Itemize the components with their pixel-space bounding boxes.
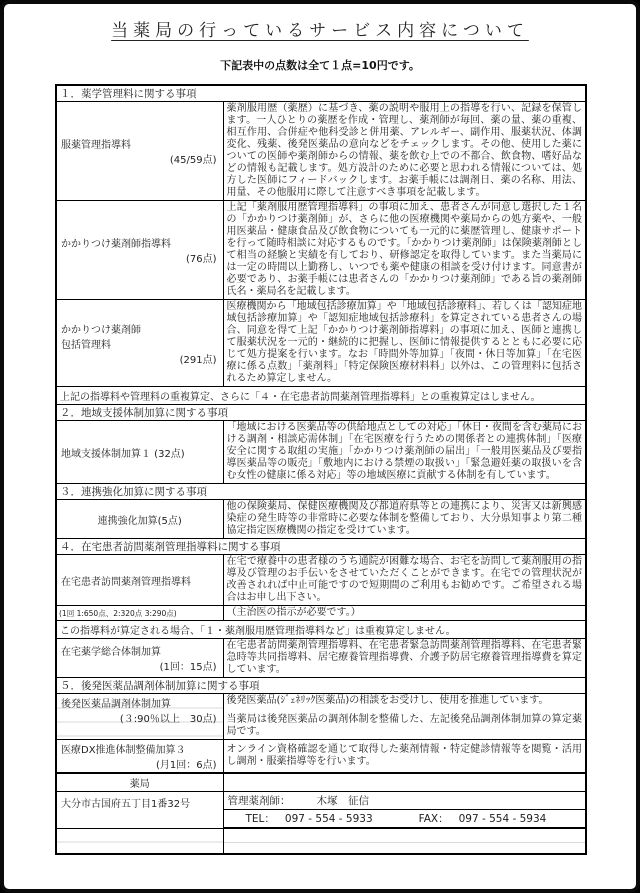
empty-cell	[223, 773, 586, 792]
table-row	[56, 421, 586, 484]
fee-description: 「地域における医薬品等の供給地点としての対応」「休日・夜間を含む薬局における調剤・相談応需体制」「在宅医療を行うための関係者との連携体制」「医療安全に関する取組の実施」「かかりつけ薬剤師の届出」「一般用医薬品及び要指導医薬品等の販売」「敷地内における禁煙の取扱い」「緊急避妊薬の取扱いを含む女性の健康に係る対応」等の地域医療に貢献する体制を有しています。	[223, 421, 586, 484]
fee-name: 後発医薬品調剤体制加算	[61, 699, 171, 710]
section4-header-row	[56, 539, 586, 555]
section2-header: ２．地域支援体制加算に関する事項	[56, 405, 586, 421]
table-row	[56, 740, 586, 774]
table-row	[56, 102, 586, 201]
services-table	[55, 84, 587, 855]
fee-name: かかりつけ薬剤師	[61, 324, 141, 336]
fee-description	[223, 694, 586, 740]
table-row	[56, 694, 586, 740]
tel-fax-cell	[223, 810, 586, 829]
fee-name: 在宅薬学総合体制加算	[61, 647, 161, 658]
table-row	[56, 555, 586, 606]
section1-header-row	[56, 85, 586, 102]
fee-name: 医療DX推進体制整備加算３	[61, 745, 186, 756]
fee-description: 医療機関から「地域包括診療加算」や「地域包括診療料」、若しくは「認知症地域包括診療加算」や「認知症地域包括診療科」を算定されている患者さんの場合、同意を得て上記「かかりつけ薬剤師指導料」の事項に加え、医師と連携して服薬状況を一元的・継続的に把握し、医師に情報提供するとともに必要に応じて処方提案を行います。なお「時間外等加算」「夜間・休日等加算」「在宅医療に係る点数」「薬剤料」「特定保険医療材料料」以外は、この管理料に包括されるため算定しません。	[223, 300, 586, 387]
section4-header: ４．在宅患者訪問薬剤管理指導料に関する事項	[56, 539, 586, 555]
fax-number: 097 - 554 - 5934	[458, 812, 547, 825]
dx-label-cell	[56, 740, 223, 774]
dispensing-system-text: 当薬局は後発医薬品の調剤体制を整備した、左記後発品調剤体制加算の算定薬局です。	[226, 714, 582, 737]
tel-number: 097 - 554 - 5933	[284, 812, 373, 825]
address-manager-row	[56, 792, 586, 810]
fee-points: (月1回：6点)	[155, 760, 217, 771]
generic-consult-text: 後発医薬品(ｼﾞｪﾈﾘｯｸ医薬品)の相談をお受けし、使用を推進しています。	[226, 695, 549, 706]
duplication-note-row	[56, 621, 586, 639]
table-row	[56, 500, 586, 539]
section3-header-row	[56, 484, 586, 500]
section5-header: ５．後発医薬品調剤体制加算に関する事項	[56, 678, 586, 694]
fee-description: 薬剤服用歴（薬歴）に基づき、薬の説明や服用上の指導を行い、記録を保管します。一人ひとりの薬歴を作成・管理し、薬剤師が毎回、薬の量、薬の重複、相互作用、合併症や他科受診と併用薬、アレルギー、副作用、服薬状況、体調変化、残薬、後発医薬品の意向などをチェックします。その他、使用した薬についての医師や薬剤師からの情報、薬を飲む上での不都合、飲食物、嗜好品などの情報も記載します。処方設計のために必要と思われる情報については、処方した医師にフィードバックします。お薬手帳には調剤日、薬の名称、用法、用量、その他服用に際して注意すべき事項を記載します。	[223, 102, 586, 201]
table-subrow	[56, 606, 586, 621]
fee-name: 包括管理料	[61, 339, 111, 351]
section5-header-row	[56, 678, 586, 694]
fee-name: 地域支援体制加算１ (32点)	[61, 448, 185, 460]
points-note: 下記表中の点数は全て１点=10円です。	[220, 59, 420, 72]
doctor-order-note: （主治医の指示が必要です。）	[223, 606, 586, 621]
pharmacy-address: 大分市古国府五丁目1番32号	[56, 792, 223, 829]
pharmacy-label-row	[56, 773, 586, 792]
manager-name: 木塚 征信	[316, 795, 369, 807]
chiiki-shien-label-cell	[56, 421, 223, 484]
fee-description: 上記「薬剤服用歴管理指導料」の事項に加え、患者さんが同意し選択した１名の「かかりつけ薬剤師」が、さらに他の医療機関や薬局からの処方薬や、一般用医薬品・健康食品及び飲食物についても一元的に薬歴管理し、健康サポートを行って随時相談に対応するものです。「かかりつけ薬剤師」は保険薬剤師として相当の経験と実績を有しており、研修認定を取得しています。また当薬局には一定の時間以上勤務し、いつでも薬や健康の相談を受け付けます。同意書が必要であり、お薬手帳には患者さんの「かかりつけ薬剤師」である旨の薬剤師氏名・薬局名を記載します。	[223, 201, 586, 300]
section2-header-row	[56, 405, 586, 421]
section3-header: ３．連携強化加算に関する事項	[56, 484, 586, 500]
fee-points: (45/59点)	[169, 155, 217, 166]
fee-name: かかりつけ薬剤師指導料	[61, 239, 171, 250]
duplication-note-row	[56, 387, 586, 405]
fee-name: 服薬管理指導料	[61, 140, 131, 151]
visit-fee-points: (1回 1:650点、2:320点 3:290点)	[56, 606, 223, 621]
table-row	[56, 300, 586, 387]
kakaritsuke-shido-label-cell	[56, 201, 223, 300]
kohatsu-label-cell	[56, 694, 223, 740]
table-row	[56, 639, 586, 678]
empty-cell	[56, 828, 223, 854]
renkei-kyoka-label-cell: 連携強化加算(5点)	[56, 500, 223, 539]
zaitaku-homon-label-cell: 在宅患者訪問薬剤管理指導料	[56, 555, 223, 606]
table-row	[56, 201, 586, 300]
duplication-note: この指導料が算定される場合、「１・薬剤服用歴管理指導料など」は重複算定しません。	[56, 621, 586, 639]
pharmacy-label: 薬局	[56, 773, 223, 792]
fukuyaku-label-cell	[56, 102, 223, 201]
fee-description: 他の保険薬局、保健医療機関及び都道府県等との連携により、災害又は新興感染症の発生時等の非常時に必要な体制を整備しており、大分県知事より第二種協定指定医療機関の指定を受けています。	[223, 500, 586, 539]
empty-bottom-row	[56, 828, 586, 854]
fee-description: 在宅で療養中の患者様のうち通院が困難な場合、お宅を訪問して薬剤服用の指導及び管理のお手伝いをさせていただくことができます。在宅での管理状況が改善されれば中止可能ですので短期間のご利用もお勧めです。ご希望される場合はお申し出下さい。	[223, 555, 586, 606]
fee-points: (３:90％以上 30点)	[119, 714, 217, 725]
fee-points: (1回：15点)	[159, 662, 217, 673]
empty-cell	[223, 828, 586, 854]
page-title: 当薬局の行っているサービス内容について	[111, 21, 529, 41]
zaitaku-sogo-label-cell	[56, 639, 223, 678]
manager-cell	[223, 792, 586, 810]
kakaritsuke-hokatsu-label-cell	[56, 300, 223, 387]
fee-points: (291点)	[179, 354, 217, 366]
fax-label: FAX：	[418, 813, 449, 825]
section1-header: １．薬学管理料に関する事項	[56, 85, 586, 102]
fee-points: (76点)	[185, 254, 217, 265]
duplication-note: 上記の指導料や管理料の重複算定、さらに「４・在宅患者訪問薬剤管理指導料」との重複算定はしません。	[56, 387, 586, 405]
tel-label: TEL：	[245, 813, 275, 825]
fee-description: 在宅患者訪問薬剤管理指導料、在宅患者緊急訪問薬剤管理指導料、在宅患者緊急時等共同指導料、居宅療養管理指導費、介護予防居宅療養管理指導費を算定しています。	[223, 639, 586, 678]
fee-description: オンライン資格確認を通じて取得した薬剤情報・特定健診情報等を閲覧・活用し調剤・服薬指導等を行います。	[223, 740, 586, 774]
manager-label: 管理薬剤師：	[227, 795, 291, 807]
